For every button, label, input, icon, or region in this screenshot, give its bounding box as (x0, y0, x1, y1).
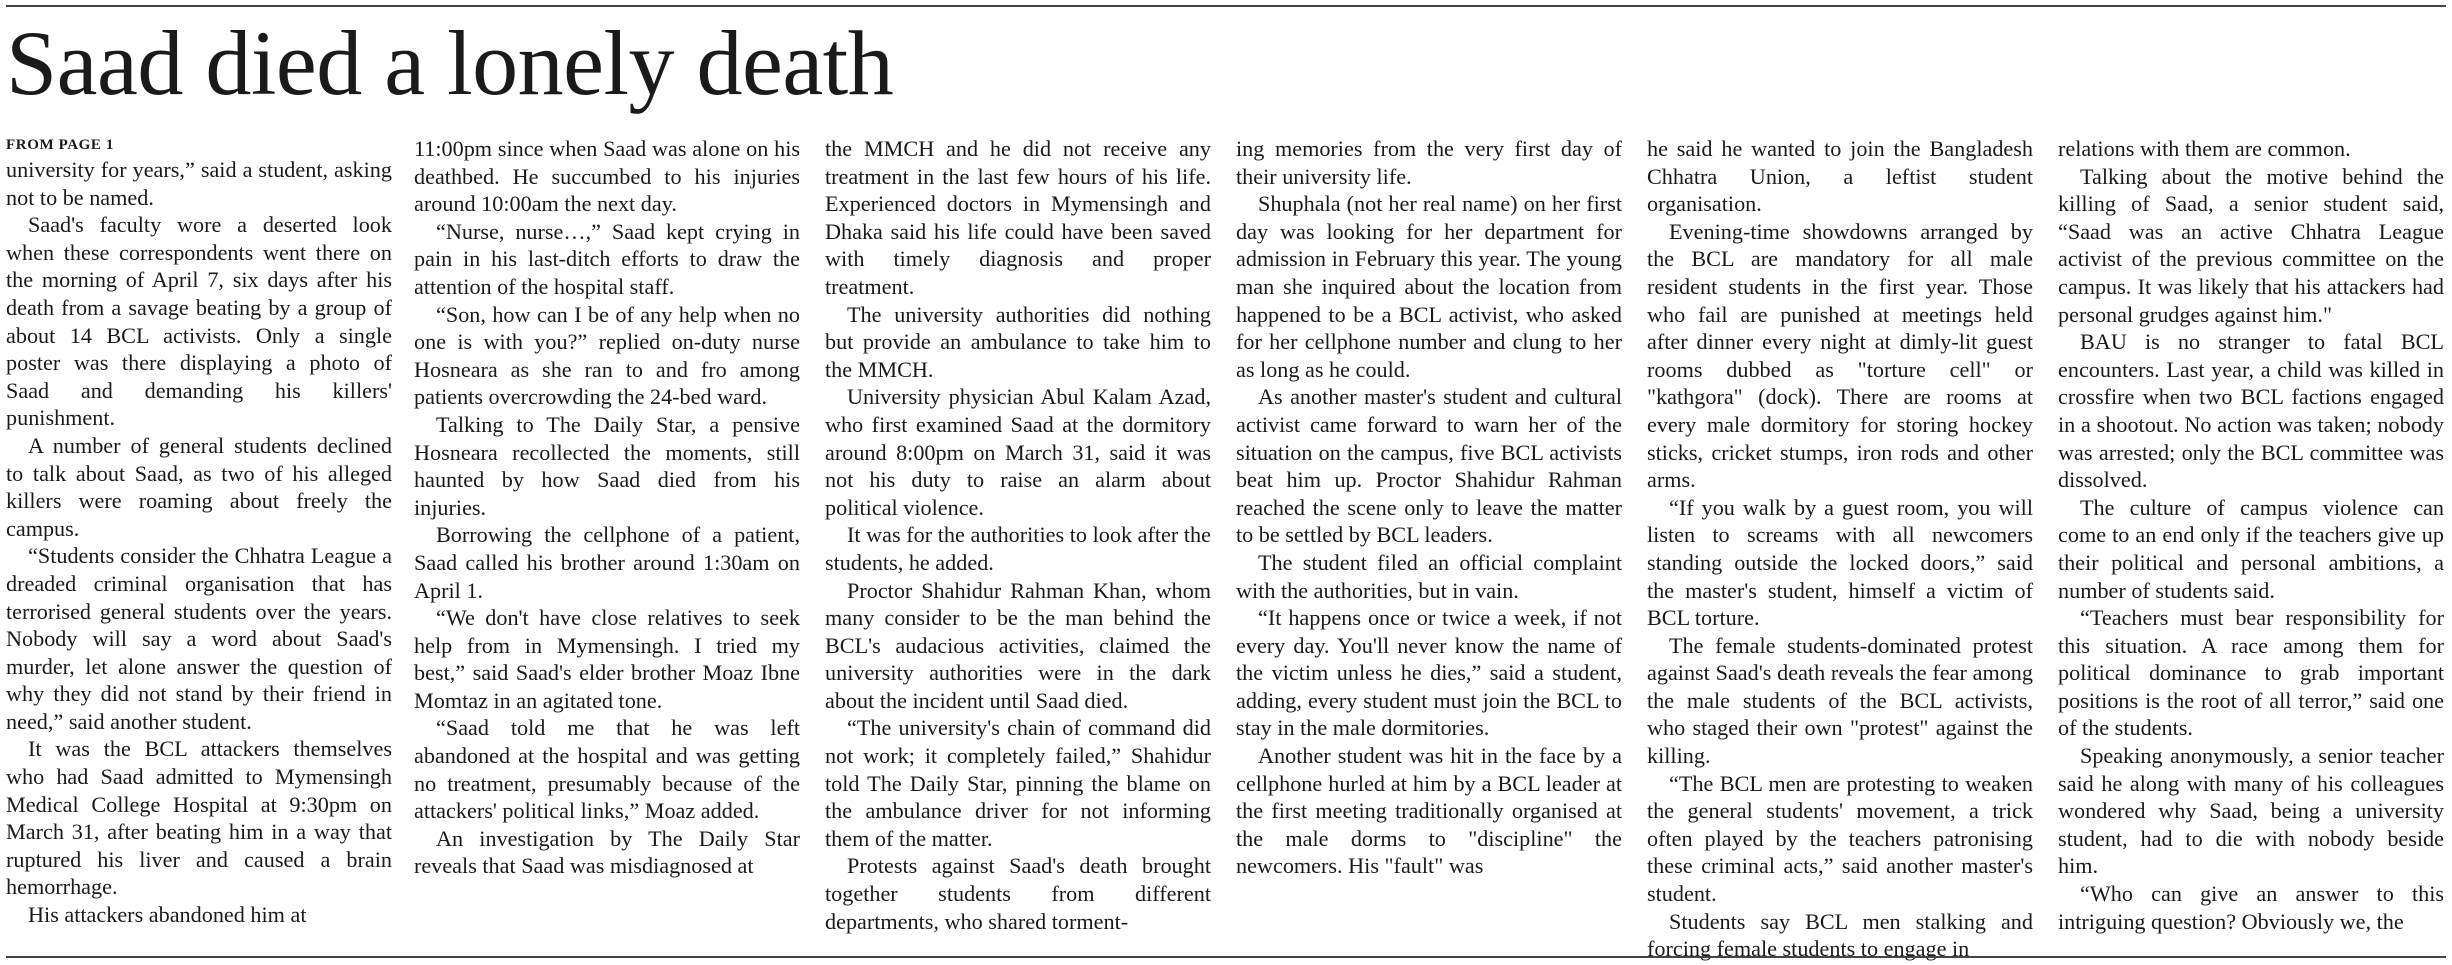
bottom-rule (6, 956, 2446, 958)
paragraph: The female students-dominated protest against Saad's death reveals the fear among the male students of the BCL activists, who staged their own "protest" against the killing. (1647, 632, 2033, 769)
paragraph: Protests against Saad's death brought together students from different departments, who shared torment- (825, 853, 1211, 934)
article-column-6 (2058, 135, 2444, 935)
paragraph: His attackers abandoned him at (28, 902, 307, 928)
paragraph: Shuphala (not her real name) on her first day was looking for her department for admission in February this year. The young man she inquired about the location from happened to be a BCL activist, who asked for her cellphone number and clung to her as long as he could. (1236, 191, 1622, 382)
paragraph: Students say BCL men stalking and forcing female students to engage in (1647, 908, 2033, 962)
paragraph: Borrowing the cellphone of a patient, Saad called his brother around 1:30am on April 1. (414, 522, 800, 603)
paragraph: Saad's faculty wore a deserted look when these correspondents went there on the morning of April 7, six days after his death from a savage beating by a group of about 14 BCL activists. Only a single poster was there displaying a photo of Saad and demanding his killers' punishment. (6, 212, 392, 431)
paragraph: “If you walk by a guest room, you will listen to screams with all newcomers standing outside the locked doors,” said the master's student, himself a victim of BCL torture. (1647, 494, 2033, 631)
paragraph: Talking about the motive behind the killing of Saad, a senior student said, “Saad was an active Chhatra League activist of the previous committee on the campus. It was likely that his attackers had personal grudges against him." (2058, 163, 2444, 327)
paragraph: relations with them are common. (2058, 136, 2351, 161)
article-column-4 (1236, 135, 1622, 880)
paragraph: “Nurse, nurse…,” Saad kept crying in pain in his last-ditch efforts to draw the attention of the hospital staff. (414, 218, 800, 299)
paragraph: Proctor Shahidur Rahman Khan, whom many consider to be the man behind the BCL's audacious activities, claimed the university authorities were in the dark about the incident until Saad died. (825, 577, 1211, 713)
paragraph: ing memories from the very first day of their university life. (1236, 136, 1622, 189)
paragraph: “We don't have close relatives to seek help from in Mymensingh. I tried my best,” said Saad's elder brother Moaz Ibne Momtaz in an agitated tone. (414, 605, 800, 713)
paragraph: “Teachers must bear responsibility for this situation. A race among them for political dominance to grab important positions is the root of all terror,” said one of the students. (2058, 605, 2444, 741)
paragraph: “Who can give an answer to this intriguing question? Obviously we, the (2058, 881, 2444, 934)
paragraph: “It happens once or twice a week, if not every day. You'll never know the name of the victim unless he dies,” said a student, adding, every student must join the BCL to stay in the male dormitories. (1236, 605, 1622, 741)
paragraph: University physician Abul Kalam Azad, who first examined Saad at the dormitory around 8:00pm on March 31, said it was not his duty to raise an alarm about political violence. (825, 384, 1211, 520)
paragraph: “Students consider the Chhatra League a dreaded criminal organisation that has terrorised general students over the years. Nobody will say a word about Saad's murder, let alone answer the question of why they did not stand by their friend in need,” said another student. (6, 543, 392, 734)
article-column-5 (1647, 135, 2033, 963)
paragraph: Speaking anonymously, a senior teacher said he along with many of his colleagues wondered why Saad, being a university student, had to die with nobody beside him. (2058, 743, 2444, 879)
article-column-2 (414, 135, 800, 880)
paragraph: 11:00pm since when Saad was alone on his deathbed. He succumbed to his injuries around 10:00am the next day. (414, 136, 800, 217)
paragraph: Evening-time showdowns arranged by the BCL are mandatory for all male resident students in the first year. Those who fail are punished at meetings held after dinner every night at dimly-lit guest rooms dubbed as "torture cell" or "kathgora" (dock). There are rooms at every male dormitory for storing hockey sticks, cricket stumps, iron rods and other arms. (1647, 218, 2033, 493)
paragraph: The student filed an official complaint with the authorities, but in vain. (1236, 549, 1622, 603)
paragraph: It was the BCL attackers themselves who had Saad admitted to Mymensingh Medical College Hospital at 9:30pm on March 31, after beating him in a way that ruptured his liver and caused a brain hemorrhage. (6, 736, 392, 900)
article-column-1 (6, 135, 392, 929)
paragraph: An investigation by The Daily Star reveals that Saad was misdiagnosed at (414, 825, 800, 879)
dateline: FROM PAGE 1 (6, 137, 114, 153)
paragraph: the MMCH and he did not receive any treatment in the last few hours of his life. Experienced doctors in Mymensingh and Dhaka said his life could have been saved with timely diagnosis and proper treatment. (825, 136, 1211, 299)
paragraph: “The BCL men are protesting to weaken the general students' movement, a trick often played by the teachers patronising these criminal acts,” said another master's student. (1647, 770, 2033, 907)
paragraph: he said he wanted to join the Bangladesh Chhatra Union, a leftist student organisation. (1647, 136, 2033, 217)
paragraph: The culture of campus violence can come to an end only if the teachers give up their political and personal ambitions, a number of students said. (2058, 494, 2444, 603)
paragraph: Another student was hit in the face by a cellphone hurled at him by a BCL leader at the first meeting traditionally organised at the male dorms to "discipline" the newcomers. His "fault" was (1236, 743, 1622, 879)
top-rule (6, 5, 2446, 7)
paragraph: BAU is no stranger to fatal BCL encounters. Last year, a child was killed in crossfire when two BCL factions engaged in a shootout. No action was taken; nobody was arrested; only the BCL committee was dissolved. (2058, 329, 2444, 493)
paragraph: “The university's chain of command did not work; it completely failed,” Shahidur told The Daily Star, pinning the blame on the ambulance driver for not informing them of the matter. (825, 715, 1211, 851)
paragraph: As another master's student and cultural activist came forward to warn her of the situation on the campus, five BCL activists beat him up. Proctor Shahidur Rahman reached the scene only to leave the matter to be settled by BCL leaders. (1236, 384, 1622, 548)
paragraph: The university authorities did nothing but provide an ambulance to take him to the MMCH. (825, 301, 1211, 382)
paragraph: “Saad told me that he was left abandoned at the hospital and was getting no treatment, presumably because of the attackers' political links,” Moaz added. (414, 715, 800, 824)
paragraph: Talking to The Daily Star, a pensive Hosneara recollected the moments, still haunted by how Saad died from his injuries. (414, 411, 800, 520)
paragraph: A number of general students declined to talk about Saad, as two of his alleged killers were roaming about freely the campus. (6, 432, 392, 541)
paragraph: “Son, how can I be of any help when no one is with you?” replied on-duty nurse Hosneara as she ran to and fro among patients overcrowding the 24-bed ward. (414, 301, 800, 410)
paragraph: university for years,” said a student, asking not to be named. (6, 157, 392, 210)
paragraph: It was for the authorities to look after the students, he added. (825, 522, 1211, 575)
headline: Saad died a lonely death (6, 12, 894, 114)
article-column-3 (825, 135, 1211, 935)
